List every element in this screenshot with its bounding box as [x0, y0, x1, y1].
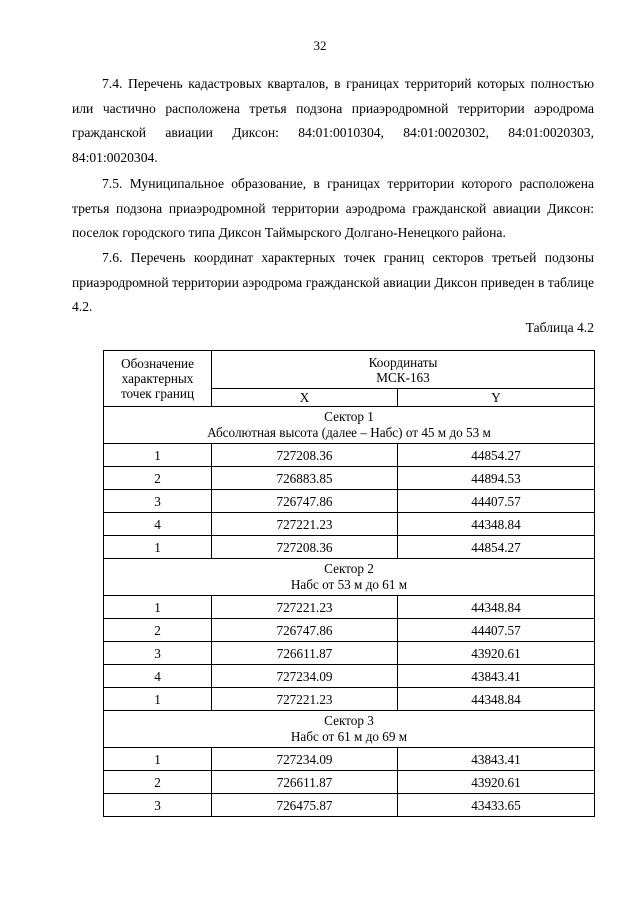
- sector-header-row: [104, 559, 595, 596]
- sector-title-cell: [104, 559, 595, 596]
- cell-y: 44407.57: [398, 619, 595, 642]
- table-row: [104, 619, 595, 642]
- cell-y: 44348.84: [398, 688, 595, 711]
- table-row: [104, 642, 595, 665]
- cell-y: 44854.27: [398, 444, 595, 467]
- paragraph-7-6: 7.6. Перечень координат характерных точек границ секторов третьей подзоны приаэродромной территории аэродрома гражданской авиации Диксон приведен в таблице 4.2.: [72, 250, 594, 314]
- sector-subtitle: Набс от 53 м до 61 м: [290, 577, 408, 592]
- header-x: X: [212, 389, 398, 407]
- sector-title-cell: [104, 407, 595, 444]
- cell-x: 727221.23: [212, 596, 398, 619]
- cell-y: 44348.84: [398, 596, 595, 619]
- cell-x: 726747.86: [212, 619, 398, 642]
- cell-x: 726747.86: [212, 490, 398, 513]
- cell-y: 43920.61: [398, 771, 595, 794]
- cell-point: 1: [104, 444, 212, 467]
- table-row: [104, 444, 595, 467]
- coordinates-table: [103, 350, 595, 817]
- cell-x: 726611.87: [212, 771, 398, 794]
- header-coords-line-1: Координаты: [368, 354, 438, 370]
- cell-x: 727208.36: [212, 536, 398, 559]
- sector-header-row: [104, 711, 595, 748]
- paragraph-7-4: 7.4. Перечень кадастровых кварталов, в границах территорий которых полностью или частично расположена третья подзона приаэродромной территории аэродрома гражданской авиации Диксон: 84:01:0010304, 84:01:0020302, 84:01:0020303, 84:01:0020304.: [72, 76, 594, 165]
- sector-title: Сектор 2: [324, 561, 374, 576]
- table-header-row: [104, 351, 595, 389]
- cell-x: 727221.23: [212, 513, 398, 536]
- cell-y: 43843.41: [398, 748, 595, 771]
- table-row: [104, 665, 595, 688]
- cell-x: 727208.36: [212, 444, 398, 467]
- cell-y: 44348.84: [398, 513, 595, 536]
- table-row: [104, 794, 595, 817]
- cell-x: 726883.85: [212, 467, 398, 490]
- cell-point: 2: [104, 467, 212, 490]
- sector-title: Сектор 1: [324, 409, 374, 424]
- cell-x: 726611.87: [212, 642, 398, 665]
- table-row: [104, 467, 595, 490]
- paragraph-7-5: 7.5. Муниципальное образование, в границах территории которого расположена третья подзона приаэродромной территории аэродрома гражданской авиации Диксон: поселок городского типа Диксон Таймырского Долгано-Ненецкого района.: [72, 176, 594, 240]
- header-coordinates-label: [212, 351, 595, 389]
- cell-x: 727234.09: [212, 665, 398, 688]
- cell-y: 44854.27: [398, 536, 595, 559]
- header-point-line-3: точек границ: [120, 386, 195, 401]
- cell-y: 44894.53: [398, 467, 595, 490]
- page-number: 32: [313, 38, 327, 53]
- cell-x: 727234.09: [212, 748, 398, 771]
- cell-y: 43843.41: [398, 665, 595, 688]
- cell-point: 1: [104, 536, 212, 559]
- table-row: [104, 771, 595, 794]
- header-coords-line-2: МСК-163: [376, 369, 430, 385]
- cell-point: 1: [104, 596, 212, 619]
- cell-point: 3: [104, 642, 212, 665]
- cell-point: 3: [104, 794, 212, 817]
- cell-point: 2: [104, 619, 212, 642]
- table-row: [104, 688, 595, 711]
- table-row: [104, 748, 595, 771]
- cell-y: 44407.57: [398, 490, 595, 513]
- cell-y: 43920.61: [398, 642, 595, 665]
- table-row: [104, 490, 595, 513]
- cell-point: 2: [104, 771, 212, 794]
- cell-point: 1: [104, 688, 212, 711]
- table-row: [104, 596, 595, 619]
- cell-point: 4: [104, 665, 212, 688]
- cell-point: 4: [104, 513, 212, 536]
- cell-point: 3: [104, 490, 212, 513]
- sector-subtitle: Набс от 61 м до 69 м: [290, 729, 408, 744]
- header-y: Y: [398, 389, 595, 407]
- table-caption: Таблица 4.2: [525, 320, 594, 335]
- cell-point: 1: [104, 748, 212, 771]
- table-row: [104, 513, 595, 536]
- sector-subtitle: Абсолютная высота (далее – Набс) от 45 м до 53 м: [207, 425, 491, 440]
- sector-title: Сектор 3: [324, 713, 374, 728]
- sector-title-cell: [104, 711, 595, 748]
- header-point-line-2: характерных: [121, 371, 194, 386]
- cell-x: 726475.87: [212, 794, 398, 817]
- table-row: [104, 536, 595, 559]
- sector-header-row: [104, 407, 595, 444]
- header-point-line-1: Обозначение: [121, 356, 194, 371]
- cell-x: 727221.23: [212, 688, 398, 711]
- header-point-label: [104, 351, 212, 407]
- cell-y: 43433.65: [398, 794, 595, 817]
